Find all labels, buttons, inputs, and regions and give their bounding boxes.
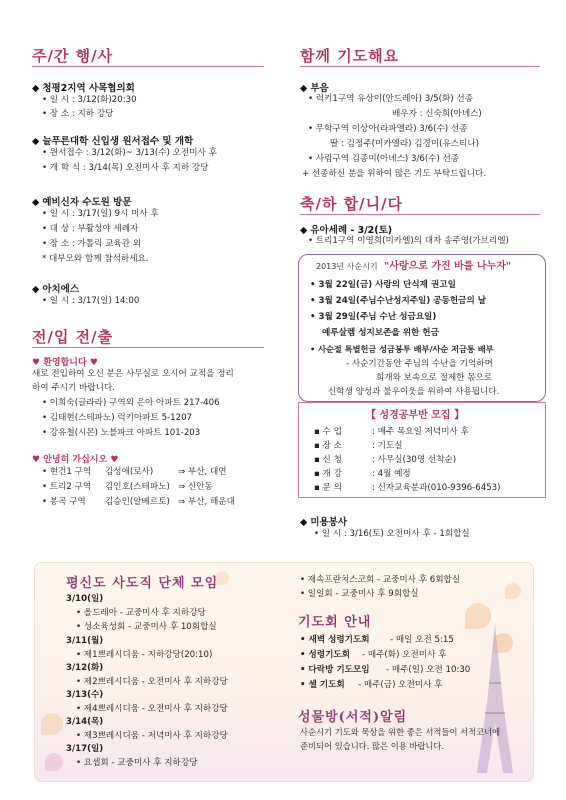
welcome-intro-line: 하여 주시기 바랍니다.	[32, 383, 115, 393]
heart-icon: ♥	[86, 358, 98, 368]
weekly-item-line: • 장 소 : 지하 강당	[42, 109, 114, 119]
obituary-line: 딸 : 김정주(미카엘라) 김경미(유스티나)	[330, 139, 480, 149]
legion-title: 평신도 사도직 단체 모임	[66, 576, 219, 591]
weekly-item-line: • 일 시 : 3/17(일) 9시 미사 후	[42, 209, 159, 219]
bible-row-label: ▪ 문 의	[314, 483, 342, 493]
bookstore-title: 성물방(서적)알림	[298, 710, 408, 725]
obituary-line: • 럭키1구역 유상이(안드레아) 3/5(화) 선종	[308, 94, 473, 104]
welcome-person: • 김태현(스테파노) 럭키아파트 5-1207	[42, 413, 193, 423]
prayer-group-detail: - 매주(금) 오전미사 후	[358, 680, 443, 690]
legion-item: • 제1쁘레시디움 - 지하강당(20:10)	[76, 650, 213, 660]
bible-row-value: : 매주 목요일 저녁미사 후	[372, 427, 469, 437]
prayer-group-name: • 새벽 성령기도회	[300, 635, 370, 645]
weekly-item-line: • 일 시 : 3/12(화)20:30	[42, 95, 137, 105]
obituary-heading: ◆ 부음	[300, 83, 329, 94]
lent-title: "사랑으로 가진 바를 나누자"	[384, 261, 512, 272]
welcome-person: • 강유철(시몬) 노블파크 아파트 101-203	[42, 428, 201, 438]
welcome-person: • 이희숙(글라라) 구역외 은아 아파트 217-406	[42, 398, 220, 408]
farewell-name: 김승인(알베르토)	[105, 497, 170, 507]
diamond-icon: ◆	[32, 197, 40, 208]
legion-date: 3/17(일)	[66, 744, 104, 754]
prayer-group-name: • 셀 기도회	[300, 680, 345, 690]
diamond-icon: ◆	[300, 83, 308, 94]
legion-item: • 재속프란치스코회 - 교중미사 후 6회합실	[300, 575, 461, 585]
heart-icon: ♥	[32, 358, 44, 368]
farewell-heading: ♥ 안녕히 가십시오 ♥	[32, 455, 119, 465]
legion-item: • 성소육성회 - 교중미사 후 10회합실	[76, 622, 217, 632]
prayer-groups-title: 기도회 안내	[298, 615, 372, 630]
bible-row-value: : 사무실(30명 선착순)	[372, 455, 457, 465]
farewell-destination: ⇒ 부산, 해운대	[178, 497, 235, 507]
legion-item: • 요셉회 - 교중미사 후 지하강당	[76, 758, 198, 768]
weekly-item-heading: ◆ 청평2지역 사목협의회	[32, 83, 135, 94]
weekly-title: 주/간 행/사	[32, 47, 114, 65]
weekly-item-line: • 원서접수 : 3/12(화)~ 3/13(수) 오전미사 후	[42, 148, 217, 158]
bible-row-label: ▪ 신 청	[314, 455, 342, 465]
obituary-line: 배우자 : 신숙희(아녜스)	[392, 109, 482, 119]
legion-item: • 제4쁘레시디움 - 오전미사 후 지하강당	[76, 704, 228, 714]
leaf-decoration	[41, 713, 63, 735]
prayer-group-detail: - 매주(일) 오전 10:30	[386, 665, 471, 675]
farewell-district: • 트리2 구역	[42, 482, 92, 492]
diamond-icon: ◆	[32, 136, 40, 147]
tower-icon	[465, 623, 525, 773]
farewell-district: • 현건1 구역	[42, 467, 92, 477]
congrats-title-underline	[300, 214, 540, 215]
baptism-heading: ◆ 유아세례 - 3/2(토)	[300, 225, 393, 236]
diamond-icon: ◆	[32, 284, 40, 295]
prayer-title: 함께 기도해요	[300, 47, 400, 65]
congrats-title: 축/하 합/니/다	[300, 195, 404, 213]
bible-row-value: : 4월 예정	[372, 469, 411, 479]
lent-item: • 사순절 특별헌금 성금봉투 배부/사순 저금통 배부	[310, 344, 494, 354]
weekly-item-heading: ◆ 늘푸른대학 신입생 원서접수 및 개학	[32, 136, 194, 147]
legion-item: • 올드레아 - 교중미사 후 지하강당	[76, 608, 206, 618]
legion-date: 3/14(목)	[66, 717, 104, 727]
prayer-group-detail: - 매일 오전 5:15	[390, 635, 454, 645]
obituary-line: • 사림구역 김종미(아녜스) 3/6(수) 선종	[308, 154, 460, 164]
legion-date: 3/11(월)	[66, 636, 104, 646]
bible-row-value: : 신자교육분과(010-9396-6453)	[372, 483, 501, 493]
farewell-destination: ⇒ 신안동	[178, 482, 213, 492]
legion-item: • 제2쁘레시디움 - 오전미사 후 지하강당	[76, 677, 228, 687]
legion-date: 3/10(일)	[66, 594, 104, 604]
lent-note: - 사순기간동안 주님의 수난을 기억하며	[346, 359, 493, 369]
bible-row-value: : 기도실	[372, 441, 403, 451]
legion-date: 3/12(화)	[66, 663, 104, 673]
weekly-item-line: • 개 학 식 : 3/14(목) 오전미사 후 지하 강당	[42, 163, 209, 173]
bible-row-label: ▪ 장 소	[314, 441, 342, 451]
legion-date: 3/13(수)	[66, 690, 104, 700]
weekly-item-line: • 일 시 : 3/17(일) 14:00	[42, 296, 140, 306]
prayer-group-name: • 성령기도회	[300, 650, 350, 660]
leaf-decoration	[505, 583, 521, 599]
weekly-item-heading: ◆ 아치에스	[32, 284, 80, 295]
bible-row-label: ▪ 개 강	[314, 469, 342, 479]
baptism-line: • 트리1구역 이영희(미카엘)의 대자 송주영(가브리엘)	[308, 236, 509, 246]
farewell-district: • 봉곡 구역	[42, 497, 86, 507]
farewell-name: 김인호(스테파노)	[105, 482, 170, 492]
weekly-item-line: • 장 소 : 가톨릭 교육관 외	[42, 239, 142, 249]
lent-item: • 3월 29일(주님 수난 성금요일)	[310, 312, 437, 322]
beauty-service-heading: ◆ 미용봉사	[300, 517, 348, 528]
bookstore-line: 준비되어 있습니다. 많은 이용 바랍니다.	[300, 741, 445, 751]
prayer-title-underline	[300, 66, 540, 67]
transfer-title-underline	[32, 347, 264, 348]
legion-item: • 일일회 - 교중미사 후 9회합실	[300, 589, 419, 599]
bible-study-title: 【 성경공부반 모집 】	[366, 410, 465, 421]
obituary-line: • 무학구역 이상아(라파엘라) 3/6(수) 선종	[308, 124, 468, 134]
lent-note: 희개와 보속으로 절제한 몫으로	[376, 373, 493, 383]
diamond-icon: ◆	[300, 517, 308, 528]
welcome-intro-line: 새로 전입하여 오신 분은 사무실로 오시어 교적을 정리	[32, 369, 234, 379]
heart-icon: ♥	[107, 455, 119, 465]
transfer-title: 전/입 전/출	[32, 328, 114, 346]
weekly-title-underline	[32, 66, 264, 67]
farewell-destination: ⇒ 부산, 대연	[178, 467, 227, 477]
prayer-group-name: • 다락방 기도모임	[300, 665, 370, 675]
beauty-service-line: • 일 시 : 3/16(토) 오전미사 후 - 1회합실	[314, 529, 470, 539]
diamond-icon: ◆	[32, 83, 40, 94]
welcome-heading: ♥ 환영합니다 ♥	[32, 358, 98, 368]
farewell-name: 김성애(로사)	[105, 467, 154, 477]
bible-row-label: ▪ 수 업	[314, 427, 342, 437]
weekly-item-heading: ◆ 예비신자 수도원 방문	[32, 197, 132, 208]
bookstore-line: 사순시기 기도와 묵상을 위한 좋은 서적들이 서적코너에	[300, 727, 501, 737]
weekly-item-line: • 대 상 : 부활성야 세례자	[42, 224, 139, 234]
lent-note: 신학생 양성과 불우이웃을 위하여 사용됩니다.	[328, 387, 500, 397]
heart-icon: ♥	[32, 455, 44, 465]
lent-item: • 3월 24일(주님수난성지주일) 공동헌금의 날	[310, 296, 487, 306]
legion-item: • 제3쁘레시디움 - 저녁미사 후 지하강당	[76, 731, 228, 741]
obituary-line: + 선종하신 분을 위하여 많은 기도 부탁드립니다.	[302, 169, 487, 179]
weekly-item-line: * 대부모와 함께 참석하세요.	[42, 254, 149, 264]
lent-item: 예루살렘 성지보존을 위한 헌금	[322, 328, 439, 338]
lent-item: • 3월 22일(금) 사랑의 단식재 권고일	[310, 280, 456, 290]
leaf-decoration	[45, 753, 63, 771]
diamond-icon: ◆	[300, 225, 308, 236]
prayer-group-detail: - 매주(화) 오전미사 후	[362, 650, 447, 660]
lent-caption: 2013년 사순시기	[316, 262, 378, 271]
